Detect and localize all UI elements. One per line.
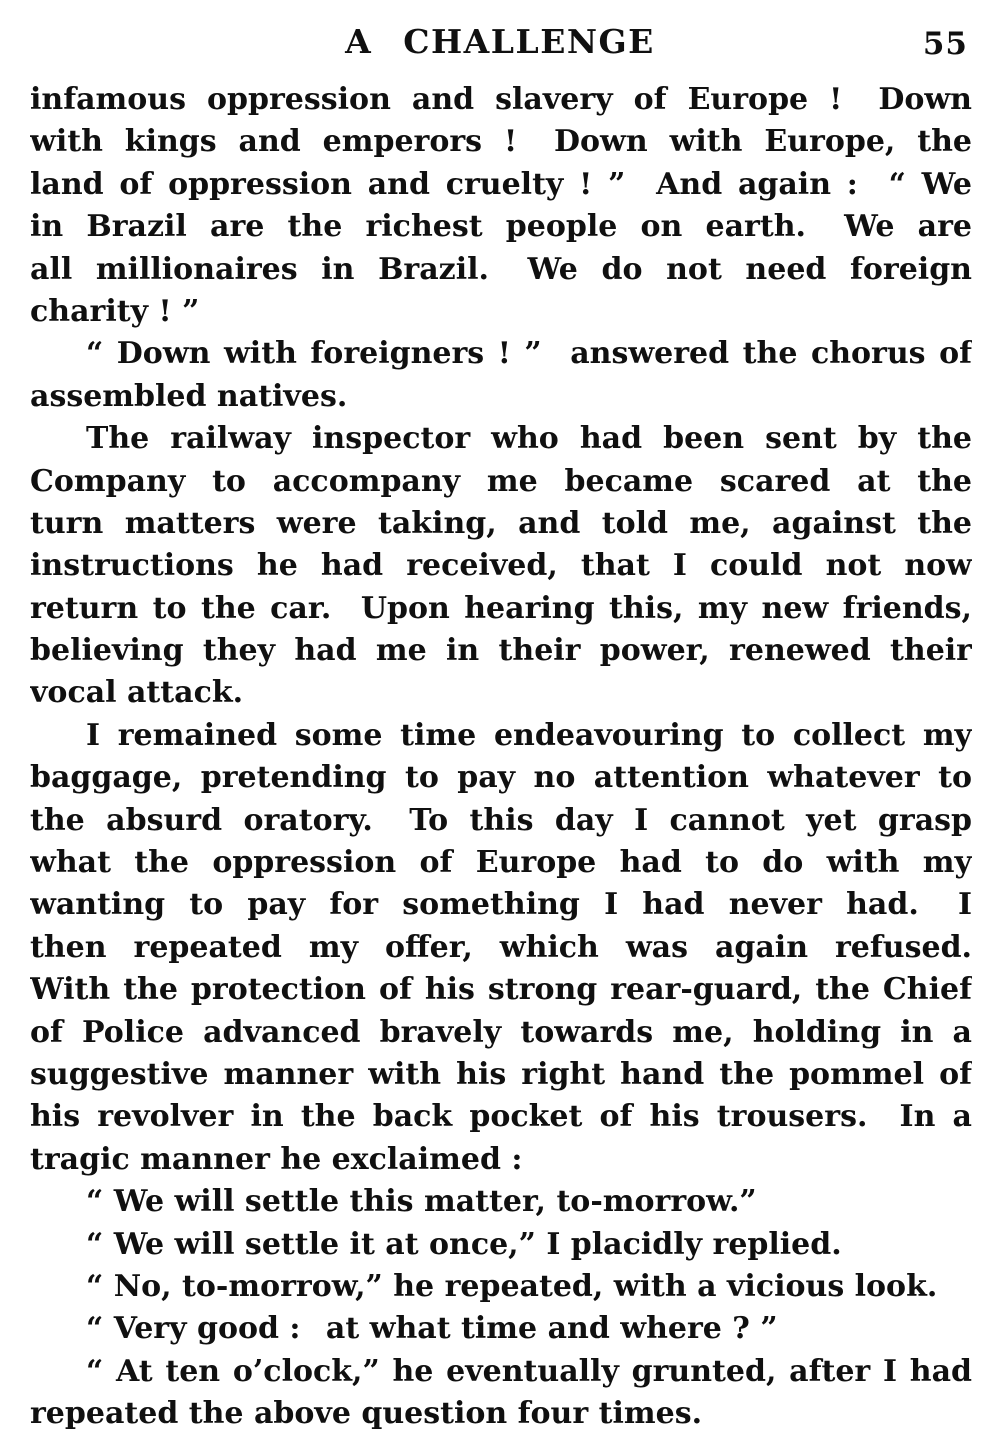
text-line: tragic manner he exclaimed : [30, 1141, 523, 1177]
text-line: “ At ten o’clock,” he eventually grunted, after I had [86, 1353, 972, 1389]
text-line: in Brazil are the richest people on earth. We are [30, 209, 972, 245]
page-number: 55 [922, 26, 968, 62]
text-line: baggage, pretending to pay no attention whatever to [30, 760, 972, 796]
text-line: With the protection of his strong rear-guard, the Chief [30, 972, 972, 1008]
text-line: believing they had me in their power, renewed their [30, 633, 972, 669]
text-line: return to the car. Upon hearing this, my new friends, [30, 590, 972, 626]
text-line: what the oppression of Europe had to do with my [30, 845, 972, 881]
text-line: with kings and emperors ! Down with Europe, the [30, 124, 972, 160]
text-line: charity ! ” [30, 293, 200, 329]
text-line: vocal attack. [30, 675, 244, 711]
text-line: “ We will settle this matter, to-morrow.” [86, 1184, 757, 1220]
page-body [30, 79, 972, 1436]
page-header [30, 22, 970, 64]
text-line: suggestive manner with his right hand the pommel of [30, 1056, 972, 1092]
text-line: the absurd oratory. To this day I cannot yet grasp [30, 802, 972, 838]
text-line: infamous oppression and slavery of Europe ! Down [30, 82, 972, 117]
text-line: “ We will settle it at once,” I placidly replied. [86, 1226, 842, 1262]
text-line: Company to accompany me became scared at the [30, 463, 972, 499]
text-line: land of oppression and cruelty ! ” And again : “ We [30, 166, 972, 202]
text-line: then repeated my offer, which was again refused. [30, 929, 972, 965]
text-line: instructions he had received, that I could not now [30, 548, 972, 584]
text-line: assembled natives. [30, 378, 348, 414]
running-title: A CHALLENGE [345, 22, 655, 61]
text-line: repeated the above question four times. [30, 1396, 703, 1432]
text-line: of Police advanced bravely towards me, holding in a [30, 1014, 972, 1050]
text-line: The railway inspector who had been sent by the [86, 421, 972, 457]
text-line: wanting to pay for something I had never had. I [30, 887, 972, 923]
text-line: “ Down with foreigners ! ” answered the chorus of [86, 336, 972, 372]
text-line: turn matters were taking, and told me, against the [30, 505, 972, 541]
text-line: his revolver in the back pocket of his trousers. In a [30, 1099, 972, 1135]
text-line: “ No, to-morrow,” he repeated, with a vicious look. [86, 1268, 938, 1304]
text-line: “ Very good : at what time and where ? ” [86, 1311, 778, 1347]
text-line: all millionaires in Brazil. We do not need foreign [30, 251, 972, 287]
text-line: I remained some time endeavouring to collect my [86, 717, 972, 753]
